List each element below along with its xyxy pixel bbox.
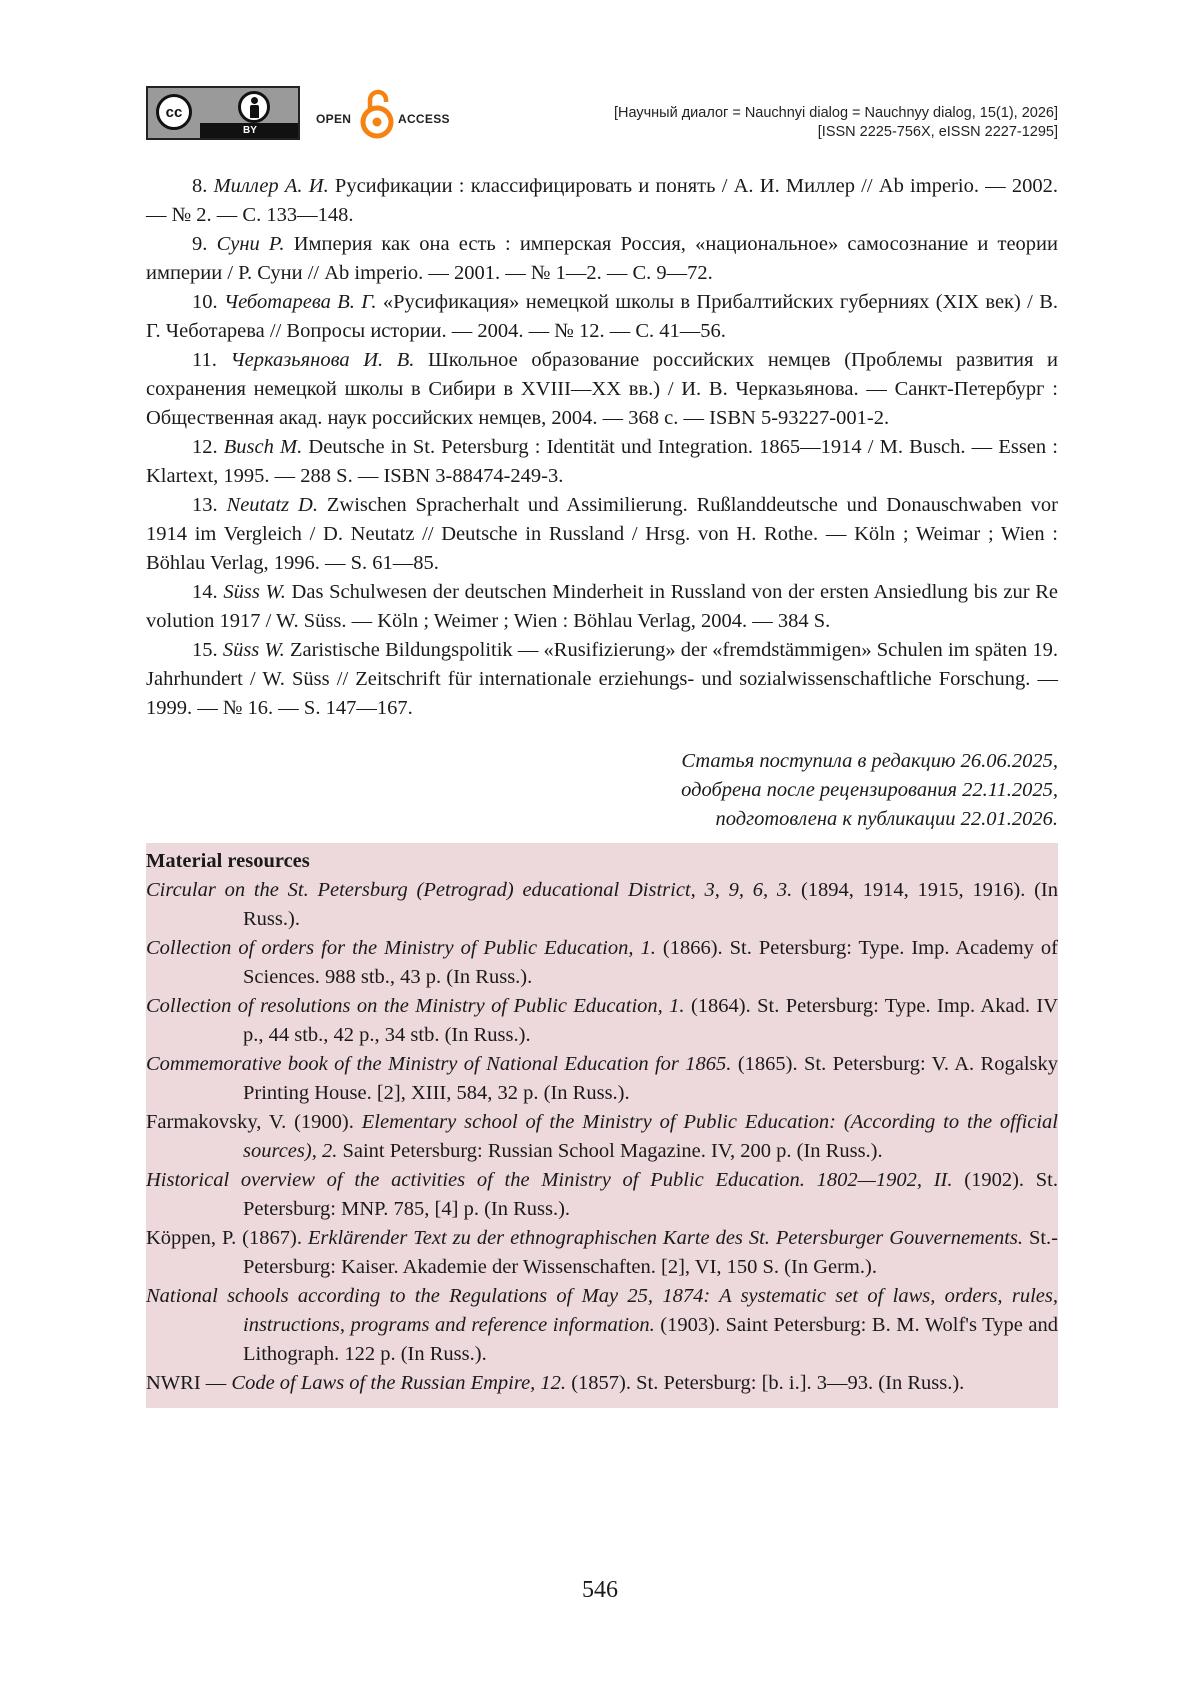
reference-list xyxy=(146,172,1058,723)
cc-icon-label: cc xyxy=(165,103,183,121)
reference-number: 13. xyxy=(192,494,218,516)
reference-item xyxy=(146,578,1058,636)
material-resources-section xyxy=(146,843,1058,1408)
journal-citation xyxy=(614,104,1058,142)
reference-author: Süss W. xyxy=(222,639,285,661)
material-post: St.-Petersburg: Kaiser. Akademie der Wissenschaften. [2], VI, 150 S. (In Germ.). xyxy=(243,1227,1058,1278)
reference-author: Миллер А. И. xyxy=(213,175,329,197)
material-resource-item xyxy=(146,1282,1058,1369)
reference-item xyxy=(146,346,1058,433)
reference-item xyxy=(146,433,1058,491)
material-italic: Circular on the St. Petersburg (Petrograd) educational District, 3, 9, 6, 3. xyxy=(146,879,793,901)
material-pre: Köppen, P. (1867). xyxy=(146,1227,308,1249)
attribution-icon xyxy=(238,91,270,123)
material-pre: Farmakovsky, V. (1900). xyxy=(146,1111,362,1133)
material-italic: Collection of resolutions on the Ministry of Public Education, 1. xyxy=(146,995,685,1017)
reference-text: «Русификация» немецкой школы в Прибалтийских губерниях (XIX век) / В. Г. Чеботарева // Вопросы истории. — 2004. — № 12. — С. 41—56. xyxy=(146,291,1059,342)
open-access-logo xyxy=(316,88,466,142)
reference-text: Империя как она есть : имперская Россия, «национальное» самосознание и теории империи / Р. Суни // Ab imperio. — 2001. — № 1—2. — С. 9—72. xyxy=(146,233,1058,284)
reference-author: Чеботарева В. Г. xyxy=(223,291,377,313)
open-access-open-text: OPEN xyxy=(316,112,352,126)
material-resource-item xyxy=(146,934,1058,992)
material-resource-item xyxy=(146,1224,1058,1282)
material-post: (1903). Saint Petersburg: B. M. Wolf's Type and Lithograph. 122 p. (In Russ.). xyxy=(243,1314,1058,1365)
reference-author: Neutatz D. xyxy=(226,494,318,516)
approved-date: одобрена после рецензирования 22.11.2025, xyxy=(681,779,1058,801)
open-access-access-text: ACCESS xyxy=(398,112,450,126)
material-post: (1866). St. Petersburg: Type. Imp. Academy of Sciences. 988 stb., 43 p. (In Russ.). xyxy=(243,937,1058,988)
reference-number: 10. xyxy=(192,291,218,313)
material-post: Saint Petersburg: Russian School Magazine. IV, 200 p. (In Russ.). xyxy=(337,1140,883,1162)
reference-number: 15. xyxy=(192,639,218,661)
material-post: (1894, 1914, 1915, 1916). (In Russ.). xyxy=(243,879,1058,930)
open-lock-icon xyxy=(358,88,396,140)
reference-item xyxy=(146,230,1058,288)
reference-number: 11. xyxy=(192,349,217,371)
reference-item xyxy=(146,288,1058,346)
material-italic: Elementary school of the Ministry of Public Education: (According to the official sources), 2. xyxy=(243,1111,1059,1162)
reference-number: 9. xyxy=(192,233,208,255)
material-resources-title: Material resources xyxy=(146,850,310,872)
reference-text: Русификации : классифицировать и понять / А. И. Миллер // Ab imperio. — 2002. — № 2. — С. 133—148. xyxy=(146,175,1059,226)
reference-number: 8. xyxy=(192,175,208,197)
material-resource-item xyxy=(146,1369,1058,1398)
reference-author: Süss W. xyxy=(223,581,286,603)
reference-text: Школьное образование российских немцев (Проблемы развития и сохранения немецкой школы в Сибири в XVIII—XX вв.) / И. В. Черказьянова. — Санкт-Петербург : Общественная акад. наук российских немцев, 2004. — 368 с. — ISBN 5-93227-001-2. xyxy=(146,349,1059,429)
material-post: (1902). St. Petersburg: MNP. 785, [4] p. (In Russ.). xyxy=(243,1169,1059,1220)
material-italic: Code of Laws of the Russian Empire, 12. xyxy=(231,1372,567,1394)
reference-item xyxy=(146,636,1058,723)
material-italic: Collection of orders for the Ministry of Public Education, 1. xyxy=(146,937,656,959)
reference-author: Суни Р. xyxy=(216,233,285,255)
material-italic: Erklärender Text zu der ethnographischen Karte des St. Petersburger Gouvernements. xyxy=(307,1227,1023,1249)
journal-title-line: [Научный диалог = Nauchnyi dialog = Nauchnyy dialog, 15(1), 2026] xyxy=(613,105,1058,121)
cc-by-license-badge[interactable] xyxy=(146,86,300,140)
page-header xyxy=(146,86,1058,144)
page-number: 546 xyxy=(582,1577,618,1603)
issn-line: [ISSN 2225-756X, eISSN 2227-1295] xyxy=(817,124,1058,140)
material-italic: National schools according to the Regulations of May 25, 1874: A systematic set of laws, orders, rules, instructions, programs and reference information. xyxy=(146,1285,1058,1336)
reference-text: Zaristische Bildungspolitik — «Rusifizierung» der «fremdstämmigen» Schulen im späten 19. Jahrhundert / W. Süss // Zeitschrift für internationale erziehungs- und sozialwissenschaftliche Forschung. — 1999. — № 16. — S. 147—167. xyxy=(146,639,1058,719)
material-italic: Commemorative book of the Ministry of National Education for 1865. xyxy=(146,1053,732,1075)
reference-text: Deutsche in St. Petersburg : Identität und Integration. 1865—1914 / M. Busch. — Essen : Klartext, 1995. — 288 S. — ISBN 3-88474-249-3. xyxy=(146,436,1058,487)
material-resources-list xyxy=(146,876,1058,1398)
reference-number: 14. xyxy=(192,581,218,603)
reference-author: Busch M. xyxy=(223,436,303,458)
article-dates xyxy=(146,747,1058,834)
material-pre: NWRI — xyxy=(146,1372,232,1394)
cc-icon xyxy=(156,94,192,130)
material-post: (1864). St. Petersburg: Type. Imp. Akad. IV p., 44 stb., 42 p., 34 stb. (In Russ.). xyxy=(243,995,1058,1046)
publication-date: подготовлена к публикации 22.01.2026. xyxy=(715,808,1058,830)
by-label: BY xyxy=(200,123,300,138)
reference-item xyxy=(146,491,1058,578)
reference-text: Das Schulwesen der deutschen Minderheit in Russland von der ersten Ansiedlung bis zur Re volution 1917 / W. Süss. — Köln ; Weimer ; Wien : Böhlau Verlag, 2004. — 384 S. xyxy=(146,581,1059,632)
reference-text: Zwischen Spracherhalt und Assimilierung. Rußlanddeutsche und Donauschwaben vor 1914 im Vergleich / D. Neutatz // Deutsche in Russland / Hrsg. von H. Rothe. — Köln ; Weimar ; Wien : Böhlau Verlag, 1996. — S. 61—85. xyxy=(146,494,1059,574)
material-resource-item xyxy=(146,992,1058,1050)
material-resource-item xyxy=(146,1050,1058,1108)
material-post: (1857). St. Petersburg: [b. i.]. 3—93. (In Russ.). xyxy=(566,1372,965,1394)
material-resource-item xyxy=(146,1108,1058,1166)
material-resource-item xyxy=(146,876,1058,934)
reference-item xyxy=(146,172,1058,230)
material-resource-item xyxy=(146,1166,1058,1224)
reference-number: 12. xyxy=(192,436,218,458)
page-content xyxy=(146,172,1058,1408)
material-italic: Historical overview of the activities of the Ministry of Public Education. 1802—1902, II. xyxy=(146,1169,953,1191)
material-post: (1865). St. Petersburg: V. A. Rogalsky Printing House. [2], XIII, 584, 32 p. (In Russ.). xyxy=(243,1053,1058,1104)
received-date: Статья поступила в редакцию 26.06.2025, xyxy=(681,750,1058,772)
reference-author: Черказьянова И. В. xyxy=(230,349,415,371)
